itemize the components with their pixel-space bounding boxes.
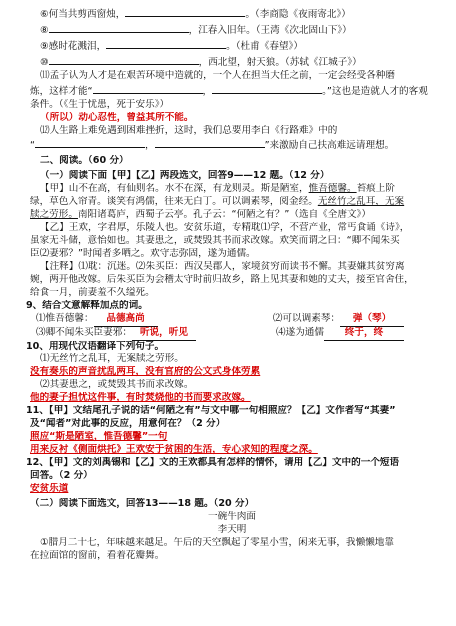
story-paragraph-cont: 在拉面馆的窗前，看着花瓣舞。 — [30, 549, 165, 561]
question-9-items — [30, 327, 434, 341]
question-9-item: ⑷遂为通儒 终于，终 — [276, 327, 404, 341]
poem-line — [30, 6, 434, 22]
passage-jia: 【甲】山不在高，有仙则名。水不在深，有龙则灵。斯是陋室，惟吾德馨。苔痕上阶 绿，草色入帘青。谈笑有鸿儒，往来无白丁。可以调素琴，阅金经。无丝竹之乱耳，无案 牍之劳形。南阳诸葛庐，西蜀子云亭。孔子云：“何陋之有？”（选自《全唐文》） — [30, 183, 405, 221]
question-9-item: ⑶卿不闻朱买臣妻邪： 听说，听见 — [36, 327, 196, 341]
passage-yi: 【乙】王欢，字君厚，乐陵人也。安贫乐道，专精耽⑴学，不营产业，常丐食诵《诗》， 虽家无斗储，意怡如也。其妻患之，或焚毁其书而求改嫁。欢笑而谓之曰：“卿不闻朱买 臣⑵妻邪？”时闻者多哂之。欢守志弥固，遂为通儒。 【注释】⑴耽：沉迷。⑵朱买臣：西汉吴郡人，家境贫穷而读书不懈。其妻嫌其贫穷离 婉，两开他改嫁。后朱买臣为会稽太守时前归故乡，路上见其妻和她的丈夫，接至官舍住， 给食一月，前妻羞不久缢死。 — [30, 222, 414, 298]
answer-blank[interactable] — [35, 137, 145, 148]
question-9-title: 9、结合文意解释加点的词。 — [26, 299, 148, 311]
poem-line-post: 。（杜甫《春望》） — [226, 40, 303, 52]
story-title: 一碗牛肉面 — [208, 510, 256, 522]
question-9-item: ⑴惟吾德馨： 品德高尚 — [36, 313, 158, 327]
question-11-answer1: 照应“斯是陋室，惟吾德馨”一句 — [30, 431, 168, 443]
poem-line — [30, 22, 434, 38]
question-12-text2: “ ， ”来激励自己扶高难远请理想。 — [30, 137, 434, 153]
question-9-item: ⑵可以调素琴： 弹（琴） — [273, 313, 404, 327]
story-author: 李天明 — [217, 523, 247, 535]
answer-blank[interactable] — [93, 83, 203, 94]
question-11-title2: 及“闻者”对此事的反应，用意何在？（2 分） — [30, 418, 226, 430]
section-heading: 二、阅读。（60 分） — [40, 155, 129, 167]
question-10-answer: 没有奏乐的声音扰乱两耳，没有官府的公文式身体劳累 — [30, 366, 261, 378]
answer-blank[interactable] — [125, 6, 245, 17]
question-12-text: ⑿人生路上难免遇到困难挫折，这时，我们总要用李白《行路难》中的 — [40, 124, 338, 136]
part-heading: （二）阅读下面选文，回答13——18 题。（20 分） — [30, 497, 255, 509]
question-9-items — [30, 313, 434, 327]
poem-line — [30, 38, 434, 54]
answer-blank[interactable] — [49, 54, 199, 65]
poem-line-post: ，西北望，射天狼。（苏轼《江城子》） — [198, 56, 362, 68]
poem-line-pre: ⑩ — [40, 56, 49, 68]
question-10-sentence: ⑵其妻患之，或焚毁其书而求改嫁。 — [40, 379, 194, 391]
answer-blank[interactable] — [155, 137, 265, 148]
answer-blank[interactable] — [106, 38, 226, 49]
poem-line-pre: ⑥何当共剪西窗烛， — [40, 9, 126, 20]
question-10-sentence: ⑴无丝竹之乱耳，无案牍之劳形。 — [40, 353, 184, 365]
question-12-title2: 回答。（2 分） — [30, 469, 93, 481]
poem-line-post: 。（李商隐《夜雨寄北》） — [245, 9, 351, 20]
part-heading: （一）阅读下面【甲】【乙】两段选文，回答9——12 题。（12 分） — [40, 170, 330, 182]
poem-line — [30, 54, 434, 70]
poem-line-pre: ⑧ — [40, 24, 49, 36]
question-12-title: 12、【甲】文的刘禹锡和【乙】文的王欢都具有怎样的情怀，请用【乙】文中的一个短语 — [26, 456, 400, 468]
question-11-title: 11、【甲】文结尾孔子说的话“何陋之有”与文中哪一句相照应？【乙】文作者写“其妻” — [26, 405, 396, 417]
poem-line-pre: ⑨感时花溅泪， — [40, 40, 107, 52]
question-11-text: ⑾孟子认为人才是在艰苦环境中造就的，一个人在担当大任之前，一定会经受各种磨 — [40, 69, 395, 81]
question-11-text2: 炼，这样才能“ ， 。”这也是造就人才的客观 — [30, 83, 434, 99]
question-11-answer2: 用来反衬《侧面烘托》王欢安于贫困的生活，专心求知的程度之深。 — [30, 444, 318, 455]
question-12-answer: 安贫乐道 — [30, 482, 69, 494]
answer-blank[interactable] — [49, 22, 189, 33]
question-11-text3: 条件。（《生于忧患，死于安乐》） — [30, 98, 170, 110]
question-10-title: 10、用现代汉语翻译下列句子。 — [26, 340, 165, 352]
poem-line-post: ，江春入旧年。（王湾《次北固山下》） — [188, 24, 352, 36]
story-paragraph: ①腊月二十七，年味越来越足。午后的天空飘起了零星小雪，闲来无事，我懒懒地靠 — [40, 536, 394, 548]
answer-blank[interactable] — [212, 83, 322, 94]
question-11-answer: （所以）动心忍性，曾益其所不能。 — [40, 111, 194, 123]
question-10-answer: 他的妻子担忧这件事，有时焚烧他的书而要求改嫁。 — [30, 392, 251, 404]
